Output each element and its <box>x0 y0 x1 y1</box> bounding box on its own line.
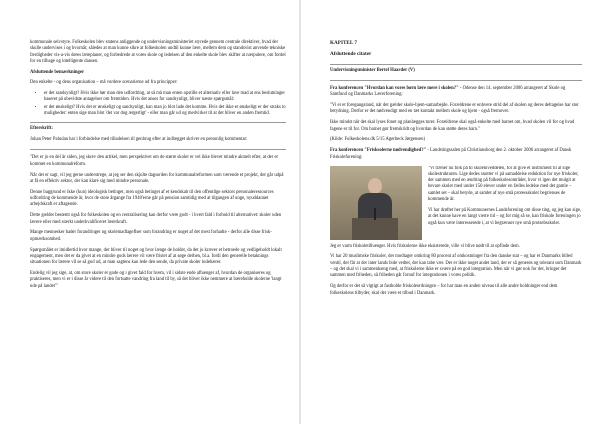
speaker-photo <box>330 166 422 240</box>
principles-list <box>30 91 286 118</box>
chapter-label: KAPITEL 7 <box>330 40 357 46</box>
quote1-meta: - Odense den 14. september 2006 arrangeret af Skole og Samfund og Danmarks Lærerforening: <box>330 85 566 98</box>
afterword-paragraph: Denne baggrund er ikke (kun) ideologisk betinget, men også betinget af et kendskab til den offentlige sektors personaleressources udfordring de kommende år, hvor de store årgange fra 1940'erne går på pension samtidig med at tilgangen af unge, nyuddannet arbejdskraft er aftagende. <box>30 189 274 208</box>
section-title: Afsluttende citater <box>330 51 372 58</box>
photo-speaker-head <box>368 178 382 194</box>
photo-microphone <box>374 208 376 220</box>
principle-item: • er det ønskeligt? Hvis det er ønskeligt og sandsynligt, kan man jo blot lade det komme. Hvis det ikke er ønskeligt er der straks to muligheder: enten sige man blot 'det var dog ærgerligt' - eller man går ud og medvirker til at det bliver en anden fremtid. <box>44 105 286 118</box>
quote2-heading <box>330 148 582 161</box>
principles-intro: Den enkelte - og dens organisation – må vurdere scenarierne ud fra principper: <box>30 80 178 86</box>
afterword-paragraph: "Det er jo en del år siden, jeg skrev den artikel, men perspektivet om de større skoler er vel ikke blevet mindre aktuelt efter, at der er kommet en kommunalreform. <box>30 155 279 167</box>
heading-efterskrift: Efterskrift: <box>30 126 53 132</box>
quote2-body-continued: Og derfor er det så vigtigt at fastholde friskoleordningen – for har man en anden niveau til alle andre holdninger end dem folkeskolens tilbyder, skal der være et tilbud i Danmark. <box>330 284 558 296</box>
intro-paragraph: kommunale selvstyre. Folkeskolen blev statens anliggende og undervisningsministeriet styrede gennem centrale direktiver, hvad der skulle undervises i og hvornår, således at man kunne sikre at folkeskolen undtil kunne lære, mellem dem og standsvist anvende tekniske færdigheder vis-a-vis deres læreplaner, og forbedrede at vores skole og ledelsen af den enkelte skole blev skifter at nærpulere, om fordel for en tilbage og intelligente dansen. <box>30 40 286 64</box>
speaker-heading: Undervisningsminister Bertel Haarder (V) <box>330 67 415 73</box>
afterword-paragraph: Endelig vil jeg sige, at, om store skoler er gode og i givet fald for hvem, vil i sidste ende afhænger af, hvordan de organiseres og praktiseres, men vi er i disse år videre til den fortsatte vandring fra land til by, så det bliver ikke nemmere at bæreholde skolerne 'langt ude på landet'" <box>30 271 282 289</box>
quote2-body-continued: Vi har 20 muslimske friskoler, der modtager omkring 80 procent af omkostninger fra den danske stat – og har et Danmarks billed ventil, der får at der inter lands bide vedtet, der kan tabe vær. Der er ikke noget andet land, der er så generøs og tolerant som Danmark – og det skal vi i sammenhæng med, at friskolerne ikke er svære på en god integration. Men når vi gør nok for det, bringer det sammen med friheden, så friheden går fornuf for integrationen i vores politik. <box>330 254 582 279</box>
afterword-paragraph: Spørgsmålet er imidlertid hvor mange, der bliver til noget og hvor længe de holder, da det jo kræver et betroede og vedligeholdt lokalt engagement, men det er da givet at en mindre gods lærere vil være fristet af at søge derhen, bl.a. fordi den generelle betaknings situationen for lærere vil se så god ud, at man sagtens kan lede den sende, da private skoler indebærer. <box>30 247 282 266</box>
quote1-heading <box>330 86 582 99</box>
photo-podium <box>352 218 398 240</box>
right-column <box>330 40 582 301</box>
afterword-paragraph: Mange mennesker hader forandringer og skolemadlageflser som forandring er noget af det mest forhadte - derfor alle disse frisk-opmærksomhed. <box>30 230 272 242</box>
quote1-body-continued: Ikke mindst når det skal lyses fonet og planlægges turer. Forældrene skal også enkelte med barnet om, hvad skolen vil for og hvad fagene er til for. Om barnet gør fremskridt og hvordan de kan støtte deres barn." <box>330 120 575 132</box>
right-page <box>300 0 600 424</box>
quote2-meta: - Landstingssalen på Christiansborg den 2. oktober 2006 arrangeret af Dansk Friskoleforening: <box>330 148 572 160</box>
quote1-title: Fra konferencen "Hvordan kan vores børn lære mere i skolen?" <box>330 85 459 91</box>
quote2-body-continued: Vi har drøftet her på Kommunernes Landsforening om disse ting, og jeg kan sige, at det kunne have en langt værre tid – og for mig så se, kan friskole foreningen jo også kun være interesserede i, at vi begrænser nye små protsebsskoler. <box>428 207 582 226</box>
quote2-with-photo <box>330 166 582 244</box>
afterword-paragraph: Når det er sagt, vil jeg gerne understrege, at jeg ser den skjulte dagsorden for kommunalreformen som værende et projekt, der går udpå at få en effektiv sektor, der kan klare sig med mindre personale. <box>30 172 284 184</box>
afterword-box <box>30 122 286 150</box>
quote2-body-continued: Jeg er varm friskoletilhænger. Hvis friskolerne ikke eksisterede, ville vi blive nødt til at opfinde dem. <box>330 243 520 249</box>
principle-item: • er det sandsynligt? Hvis ikke hør man den udfordring, at så må man enten opstille et alternativ eller lave mad at ens beslutninger baseret på ubevidste antagelser om fremtiden. Hvis det anses for sandsynligt, bliver næste spørgsmål: <box>44 91 286 104</box>
quote2-title: Fra konferencen "Frisksolerne nødvendighed?" <box>330 148 427 154</box>
quote1-source: (Kilde: Folkeskolens.dk 5/15 Agerbeck Jørgensen) <box>330 137 426 143</box>
speaker-box <box>330 64 582 81</box>
left-column <box>30 40 286 295</box>
quote1-body: "Vi er et foregangsland, når det gælder skole-hjem-samarbejde. Forældrene er enhvere strid del af skolen og deres deltagelse har stor betydning. Derfor er det nødvendigt med en tæt kontakt mellem skole og hjem - også fremover. <box>330 103 579 115</box>
afterword-paragraph: Dette gælder bestemt også for folkeskolen og en centralisering kan derfor være godt - i hvert fald i forhold til alternativet: skoler uden lærere eller med stærkt underkvalificeret lærerkraft. <box>30 213 282 225</box>
afterword-paragraph: Johan Peter Paludan har i forbindelse med tilladelsen til genbrug efter at indlægget skriver en personlig kommentar: <box>30 136 248 142</box>
quote2-body: "Vi træner nu folk på til skuleniveddelen, for at give et instrument til at sige skolestrukturen. Lige dedes snotter vi på samaddelse reduktion for nye friskoler, der sammen med en ændring på folkeskolesområdet, hvor vi igen det mulgit at bevare skoler med under 150 elever under en fælles ledelse med det gamle – samlet set – skal betyde, at samlet af nye små protessskoler begrænses de kommende år. <box>428 165 579 203</box>
heading-afsluttende-bemaerkninger: Afsluttende bemærkninger <box>30 69 85 75</box>
